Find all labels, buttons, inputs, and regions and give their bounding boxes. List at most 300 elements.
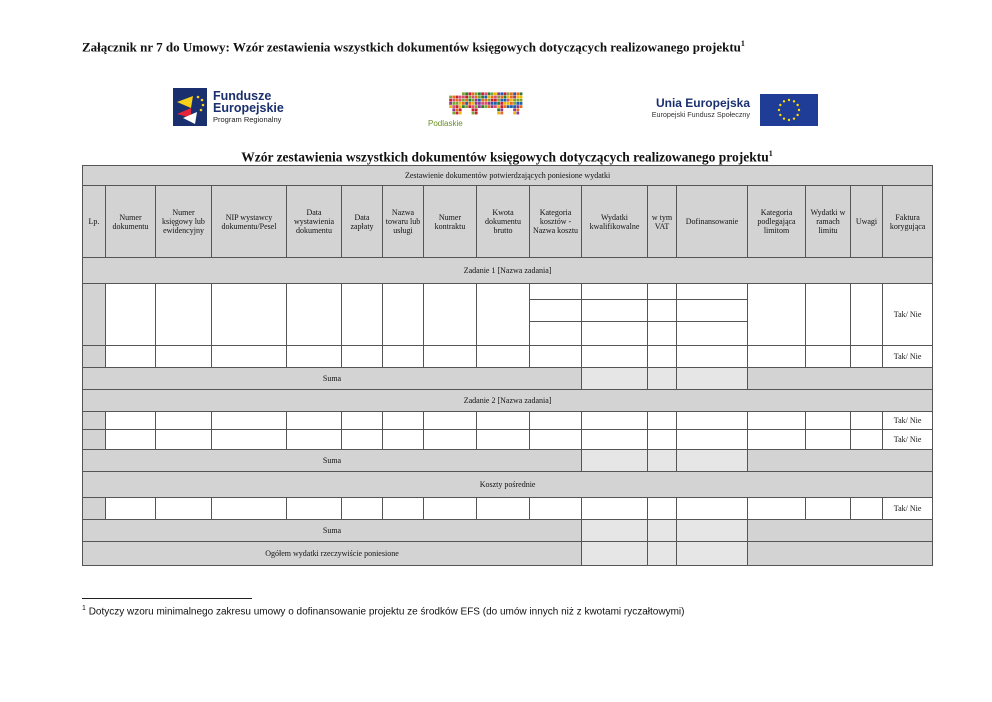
table-cell[interactable] <box>342 498 383 520</box>
mosaic-tile <box>484 102 487 105</box>
mosaic-tile <box>500 102 503 105</box>
total-dofinansowanie-cell[interactable] <box>677 542 748 566</box>
mosaic-tile <box>497 92 500 95</box>
mosaic-tile <box>504 102 507 105</box>
ue-line1: Unia Europejska <box>655 96 750 110</box>
suma-row <box>83 450 933 472</box>
header-kategoria-kosztow: Kategoria kosztów - Nazwa kosztu <box>530 186 582 258</box>
mosaic-tile <box>462 96 465 99</box>
suma-wydatki-cell[interactable] <box>582 520 648 542</box>
suma-vat-cell[interactable] <box>648 368 677 390</box>
table-cell[interactable] <box>677 284 748 300</box>
mosaic-tile <box>491 99 494 102</box>
mosaic-tile <box>472 96 475 99</box>
mosaic-tile <box>516 99 519 102</box>
mosaic-tile <box>475 112 478 115</box>
mosaic-tile <box>465 92 468 95</box>
podlaskie-logo <box>426 84 526 132</box>
mosaic-tile <box>484 105 487 108</box>
mosaic-tile <box>462 99 465 102</box>
mosaic-tile <box>462 102 465 105</box>
suma-wydatki-cell[interactable] <box>582 368 648 390</box>
mosaic-tile <box>478 102 481 105</box>
mosaic-tile <box>513 108 516 111</box>
lp-cell <box>83 346 106 368</box>
mosaic-tile <box>510 99 513 102</box>
header-numer-dokumentu: Numer dokumentu <box>106 186 156 258</box>
mosaic-tile <box>472 108 475 111</box>
mosaic-tile <box>465 96 468 99</box>
section-zadanie-2: Zadanie 2 [Nazwa zadania] <box>83 390 933 412</box>
table-cell[interactable] <box>806 346 851 368</box>
table-cell[interactable] <box>677 430 748 450</box>
mosaic-tile <box>520 105 523 108</box>
header-nazwa-towaru: Nazwa towaru lub usługi <box>383 186 424 258</box>
header-lp: Lp. <box>83 186 106 258</box>
table-cell[interactable] <box>748 430 806 450</box>
fundusze-europejskie-logo <box>173 88 313 130</box>
table-cell[interactable] <box>383 498 424 520</box>
mosaic-tile <box>520 92 523 95</box>
heading-footnote-mark: 1 <box>740 39 745 48</box>
mosaic-tile <box>513 105 516 108</box>
table-cell[interactable] <box>156 498 212 520</box>
mosaic-tile <box>488 92 491 95</box>
table-cell[interactable] <box>530 322 582 346</box>
table-cell[interactable] <box>342 284 383 346</box>
ue-text <box>624 96 750 120</box>
table-cell[interactable] <box>156 346 212 368</box>
eu-star-icon <box>779 114 781 116</box>
faktura-korygujaca-cell[interactable]: Tak/ Nie <box>883 430 933 450</box>
table-cell[interactable] <box>582 498 648 520</box>
table-row <box>83 412 933 430</box>
table-cell[interactable] <box>648 430 677 450</box>
logo-strip <box>0 84 992 134</box>
table-cell[interactable] <box>748 284 806 346</box>
mosaic-tile <box>449 105 452 108</box>
lp-cell <box>83 498 106 520</box>
header-row <box>83 186 933 258</box>
suma-filler <box>748 520 933 542</box>
caption-cell: Zestawienie dokumentów potwierdzających poniesione wydatki <box>83 166 933 186</box>
table-cell[interactable] <box>287 346 342 368</box>
table-cell[interactable] <box>342 412 383 430</box>
table-cell[interactable] <box>806 284 851 346</box>
lp-cell <box>83 284 106 346</box>
eu-star-icon <box>783 100 785 102</box>
table-cell[interactable] <box>424 284 477 346</box>
mosaic-tile <box>504 92 507 95</box>
fundusze-europejskie-text <box>213 90 284 125</box>
mosaic-tile <box>475 105 478 108</box>
table-cell[interactable] <box>530 300 582 322</box>
mosaic-tile <box>504 96 507 99</box>
table-cell[interactable] <box>477 430 530 450</box>
suma-label: Suma <box>83 520 582 542</box>
mosaic-tile <box>459 102 462 105</box>
mosaic-tile <box>459 105 462 108</box>
faktura-korygujaca-cell[interactable]: Tak/ Nie <box>883 498 933 520</box>
eu-star-icon <box>788 99 790 101</box>
table-cell[interactable] <box>287 498 342 520</box>
table-cell[interactable] <box>582 346 648 368</box>
mosaic-tile <box>456 96 459 99</box>
table-cell[interactable] <box>287 412 342 430</box>
total-row <box>83 542 933 566</box>
mosaic-tile <box>472 99 475 102</box>
eu-star-icon <box>798 109 800 111</box>
table-cell[interactable] <box>106 412 156 430</box>
document-heading-text: Załącznik nr 7 do Umowy: Wzór zestawienia wszystkich dokumentów księgowych dotyczących realizowanego projektu <box>82 39 741 55</box>
table-cell[interactable] <box>648 346 677 368</box>
footnote <box>82 605 684 617</box>
mosaic-tile <box>465 99 468 102</box>
table-cell[interactable] <box>424 430 477 450</box>
mosaic-tile <box>488 96 491 99</box>
header-kwota-brutto: Kwota dokumentu brutto <box>477 186 530 258</box>
table-cell[interactable] <box>748 412 806 430</box>
suma-wydatki-cell[interactable] <box>582 450 648 472</box>
fe-line3: Program Regionalny <box>213 115 282 124</box>
mosaic-tile <box>513 112 516 115</box>
table-cell[interactable] <box>648 284 677 300</box>
mosaic-tile <box>465 105 468 108</box>
table-row <box>83 346 933 368</box>
mosaic-tile <box>459 112 462 115</box>
ue-line2: Europejski Fundusz Społeczny <box>651 110 750 119</box>
mosaic-tile <box>484 99 487 102</box>
eu-star-icon <box>788 119 790 121</box>
table-cell[interactable] <box>106 498 156 520</box>
mosaic-tile <box>497 96 500 99</box>
table-cell[interactable] <box>677 346 748 368</box>
table-row <box>83 498 933 520</box>
suma-dofinansowanie-cell[interactable] <box>677 450 748 472</box>
mosaic-tile <box>500 105 503 108</box>
table-cell[interactable] <box>748 498 806 520</box>
mosaic-tile <box>494 105 497 108</box>
table-cell[interactable] <box>806 498 851 520</box>
mosaic-tile <box>468 105 471 108</box>
faktura-korygujaca-cell[interactable]: Tak/ Nie <box>883 284 933 346</box>
table-cell[interactable] <box>530 412 582 430</box>
table-cell[interactable] <box>806 412 851 430</box>
mosaic-tile <box>513 96 516 99</box>
mosaic-tile <box>516 92 519 95</box>
table-cell[interactable] <box>424 498 477 520</box>
mosaic-tile <box>478 96 481 99</box>
table-cell[interactable] <box>851 498 883 520</box>
table-cell[interactable] <box>582 284 648 300</box>
suma-row <box>83 520 933 542</box>
mosaic-tile <box>516 96 519 99</box>
mosaic-tile <box>513 102 516 105</box>
mosaic-tile <box>475 102 478 105</box>
table-cell[interactable] <box>287 430 342 450</box>
table-cell[interactable] <box>851 412 883 430</box>
table-cell[interactable] <box>383 284 424 346</box>
mosaic-tile <box>456 102 459 105</box>
mosaic-tile <box>507 99 510 102</box>
table-cell[interactable] <box>424 346 477 368</box>
mosaic-tile <box>468 92 471 95</box>
fe-line1: Fundusze <box>213 89 272 103</box>
mosaic-tile <box>520 102 523 105</box>
table-cell[interactable] <box>530 498 582 520</box>
eu-star-icon <box>796 104 798 106</box>
mosaic-tile <box>504 105 507 108</box>
suma-dofinansowanie-cell[interactable] <box>677 520 748 542</box>
total-label: Ogółem wydatki rzeczywiście poniesione <box>83 542 582 566</box>
table-cell[interactable] <box>530 346 582 368</box>
mosaic-tile <box>481 96 484 99</box>
mosaic-tile <box>516 108 519 111</box>
mosaic-tile <box>500 108 503 111</box>
suma-label: Suma <box>83 368 582 390</box>
table-row <box>83 284 933 300</box>
table-cell[interactable] <box>648 412 677 430</box>
mosaic-tile <box>481 105 484 108</box>
table-cell[interactable] <box>648 300 677 322</box>
header-numer-kontraktu: Numer kontraktu <box>424 186 477 258</box>
table-cell[interactable] <box>582 430 648 450</box>
section-koszty-posrednie: Koszty pośrednie <box>83 472 933 498</box>
mosaic-tile <box>449 96 452 99</box>
mosaic-tile <box>459 108 462 111</box>
mosaic-tile <box>513 92 516 95</box>
mosaic-tile <box>478 105 481 108</box>
table-title-footnote-mark: 1 <box>768 149 773 158</box>
header-data-zaplaty: Data zapłaty <box>342 186 383 258</box>
table-cell[interactable] <box>677 412 748 430</box>
mosaic-tile <box>452 99 455 102</box>
table-cell[interactable] <box>530 430 582 450</box>
table-cell[interactable] <box>156 412 212 430</box>
header-faktura-korygujaca: Faktura korygująca <box>883 186 933 258</box>
footnote-mark: 1 <box>82 605 86 612</box>
header-uwagi: Uwagi <box>851 186 883 258</box>
fe-line2: Europejskie <box>213 101 284 115</box>
table-cell[interactable] <box>477 498 530 520</box>
mosaic-tile <box>491 105 494 108</box>
mosaic-tile <box>472 112 475 115</box>
mosaic-tile <box>500 112 503 115</box>
total-wydatki-cell[interactable] <box>582 542 648 566</box>
suma-dofinansowanie-cell[interactable] <box>677 368 748 390</box>
lp-cell <box>83 412 106 430</box>
mosaic-tile <box>497 102 500 105</box>
mosaic-tile <box>497 112 500 115</box>
mosaic-tile <box>468 96 471 99</box>
mosaic-tile <box>484 92 487 95</box>
mosaic-tile <box>510 96 513 99</box>
table-cell[interactable] <box>106 346 156 368</box>
table-cell[interactable] <box>342 346 383 368</box>
header-kategoria-limit: Kategoria podlegająca limitom <box>748 186 806 258</box>
mosaic-tile <box>456 99 459 102</box>
mosaic-tile <box>494 96 497 99</box>
mosaic-tile <box>516 102 519 105</box>
table-cell[interactable] <box>582 322 648 346</box>
eu-star-icon <box>793 100 795 102</box>
table-cell[interactable] <box>530 284 582 300</box>
eu-star-icon <box>793 117 795 119</box>
mosaic-tile <box>452 96 455 99</box>
mosaic-tile <box>478 99 481 102</box>
header-wydatki-limit: Wydatki w ramach limitu <box>806 186 851 258</box>
table-cell[interactable] <box>477 412 530 430</box>
suma-label: Suma <box>83 450 582 472</box>
suma-row <box>83 368 933 390</box>
mosaic-tile <box>507 102 510 105</box>
mosaic-tile <box>478 92 481 95</box>
mosaic-tile <box>484 96 487 99</box>
mosaic-tile <box>510 102 513 105</box>
expense-summary-table <box>82 165 933 566</box>
mosaic-tile <box>491 102 494 105</box>
table-cell[interactable] <box>748 346 806 368</box>
mosaic-tile <box>510 105 513 108</box>
unia-europejska-logo <box>624 94 824 130</box>
footnote-divider <box>82 598 252 599</box>
mosaic-tile <box>516 105 519 108</box>
table-cell[interactable] <box>851 430 883 450</box>
mosaic-tile <box>497 108 500 111</box>
mosaic-tile <box>497 105 500 108</box>
mosaic-tile <box>456 112 459 115</box>
suma-vat-cell[interactable] <box>648 450 677 472</box>
table-cell[interactable] <box>156 284 212 346</box>
mosaic-tile <box>475 99 478 102</box>
document-heading <box>82 39 745 55</box>
caption-row <box>83 166 933 186</box>
mosaic-tile <box>462 105 465 108</box>
fundusze-europejskie-mark-icon <box>173 88 207 126</box>
table-cell[interactable] <box>477 284 530 346</box>
table-cell[interactable] <box>212 498 287 520</box>
table-cell[interactable] <box>212 430 287 450</box>
mosaic-tile <box>494 102 497 105</box>
podlaskie-bison-icon <box>426 84 526 120</box>
mosaic-tile <box>491 92 494 95</box>
mosaic-tile <box>500 92 503 95</box>
mosaic-tile <box>452 108 455 111</box>
mosaic-tile <box>510 92 513 95</box>
mosaic-tile <box>481 99 484 102</box>
mosaic-tile <box>488 102 491 105</box>
header-nip: NIP wystawcy dokumentu/Pesel <box>212 186 287 258</box>
mosaic-tile <box>494 99 497 102</box>
mosaic-tile <box>475 96 478 99</box>
faktura-korygujaca-cell[interactable]: Tak/ Nie <box>883 412 933 430</box>
mosaic-tile <box>504 99 507 102</box>
mosaic-tile <box>500 96 503 99</box>
mosaic-tile <box>449 99 452 102</box>
mosaic-tile <box>452 102 455 105</box>
table-cell[interactable] <box>212 346 287 368</box>
table-cell[interactable] <box>342 430 383 450</box>
eu-flag-icon <box>760 94 818 126</box>
mosaic-tile <box>491 96 494 99</box>
mosaic-tile <box>494 92 497 95</box>
table-cell[interactable] <box>383 430 424 450</box>
table-cell[interactable] <box>582 412 648 430</box>
faktura-korygujaca-cell[interactable]: Tak/ Nie <box>883 346 933 368</box>
table-cell[interactable] <box>677 498 748 520</box>
table-cell[interactable] <box>851 284 883 346</box>
table-title-text: Wzór zestawienia wszystkich dokumentów księgowych dotyczących realizowanego projektu <box>241 149 769 165</box>
eu-star-icon <box>796 114 798 116</box>
footnote-text: Dotyczy wzoru minimalnego zakresu umowy o dofinansowanie projektu ze środków EFS (do umów innych niż z kwotami ryczałtowymi) <box>88 606 685 618</box>
table-cell[interactable] <box>648 322 677 346</box>
table-cell[interactable] <box>677 322 748 346</box>
header-dofinansowanie: Dofinansowanie <box>677 186 748 258</box>
section-row-zadanie-2 <box>83 390 933 412</box>
mosaic-tile <box>468 99 471 102</box>
mosaic-tile <box>465 102 468 105</box>
podlaskie-label: Podlaskie <box>428 119 463 128</box>
table-cell[interactable] <box>212 284 287 346</box>
eu-star-icon <box>778 109 780 111</box>
mosaic-tile <box>459 99 462 102</box>
table-cell[interactable] <box>648 498 677 520</box>
total-vat-cell[interactable] <box>648 542 677 566</box>
table-row <box>83 430 933 450</box>
mosaic-tile <box>449 102 452 105</box>
table-cell[interactable] <box>212 412 287 430</box>
table-cell[interactable] <box>477 346 530 368</box>
mosaic-tile <box>520 99 523 102</box>
table-cell[interactable] <box>287 284 342 346</box>
mosaic-tile <box>472 105 475 108</box>
mosaic-tile <box>472 102 475 105</box>
table-cell[interactable] <box>424 412 477 430</box>
mosaic-tile <box>468 102 471 105</box>
mosaic-tile <box>472 92 475 95</box>
mosaic-tile <box>475 108 478 111</box>
table-cell[interactable] <box>383 346 424 368</box>
mosaic-tile <box>507 96 510 99</box>
table-cell[interactable] <box>383 412 424 430</box>
table-cell[interactable] <box>156 430 212 450</box>
mosaic-tile <box>475 92 478 95</box>
table-cell[interactable] <box>806 430 851 450</box>
eu-star-icon <box>779 104 781 106</box>
table-cell[interactable] <box>106 430 156 450</box>
suma-vat-cell[interactable] <box>648 520 677 542</box>
header-wydatki-kwalifikowalne: Wydatki kwalifikowalne <box>582 186 648 258</box>
mosaic-tile <box>516 112 519 115</box>
mosaic-tile <box>507 92 510 95</box>
table-cell[interactable] <box>106 284 156 346</box>
total-filler <box>748 542 933 566</box>
mosaic-tile <box>459 96 462 99</box>
section-row-zadanie-1 <box>83 258 933 284</box>
mosaic-tile <box>507 105 510 108</box>
mosaic-tile <box>488 99 491 102</box>
mosaic-tile <box>513 99 516 102</box>
mosaic-tile <box>500 99 503 102</box>
lp-cell <box>83 430 106 450</box>
mosaic-tile <box>481 92 484 95</box>
section-row-koszty-posrednie <box>83 472 933 498</box>
table-cell[interactable] <box>582 300 648 322</box>
table-cell[interactable] <box>851 346 883 368</box>
table-cell[interactable] <box>677 300 748 322</box>
mosaic-tile <box>452 112 455 115</box>
mosaic-tile <box>462 92 465 95</box>
